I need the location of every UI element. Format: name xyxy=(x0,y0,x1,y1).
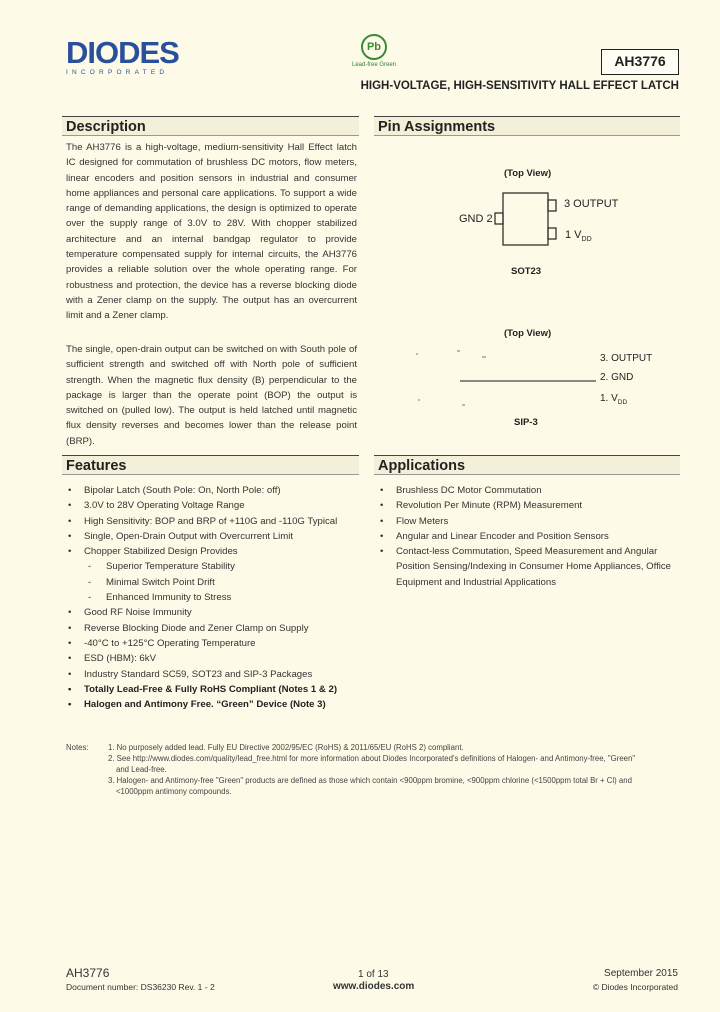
page-subtitle: HIGH-VOLTAGE, HIGH-SENSITIVITY HALL EFFECT LATCH xyxy=(360,80,679,92)
list-item: • Angular and Linear Encoder and Position Sensors xyxy=(376,529,680,544)
note-3-continued: <1000ppm antimony compounds. xyxy=(116,787,232,796)
footer-copyright: © Diodes Incorporated xyxy=(592,982,678,992)
notes-label: Notes: xyxy=(66,743,89,752)
list-item-continued: Equipment and Industrial Applications xyxy=(396,576,556,588)
top-view-label-1: (Top View) xyxy=(504,168,552,179)
footer-page-number: 1 of 13 xyxy=(358,969,389,980)
description-para-2: The single, open-drain output can be switched on with South pole of sufficient strength and switched off with North pole of sufficient strength. When the magnetic flux density (B) perpendicular to the package is larger than the operate point (BOP) the output is switched on (pulled low). The output is held latched until magnetic flux density reverses and becomes lower than the release point (BRP). xyxy=(66,344,357,447)
lead-free-label: Lead-free Green xyxy=(351,62,397,68)
list-item: • High Sensitivity: BOP and BRP of +110G and -110G Typical xyxy=(64,514,359,529)
footer-document-number: Document number: DS36230 Rev. 1 - 2 xyxy=(66,982,215,992)
list-item: • Totally Lead-Free & Fully RoHS Compliant (Notes 1 & 2) xyxy=(64,682,359,697)
applications-heading: Applications xyxy=(374,455,680,475)
pin-assignments-heading: Pin Assignments xyxy=(374,116,680,136)
list-item: • Bipolar Latch (South Pole: On, North Pole: off) xyxy=(64,483,359,498)
list-item: • Brushless DC Motor Commutation xyxy=(376,483,680,498)
sot23-pin-3-label: 3 OUTPUT xyxy=(564,198,619,210)
pb-leaf-icon: Pb xyxy=(361,34,387,60)
list-item: • Revolution Per Minute (RPM) Measurement xyxy=(376,498,680,513)
sot23-package-label: SOT23 xyxy=(511,266,542,277)
list-subitem: - Minimal Switch Point Drift xyxy=(64,575,359,590)
features-list xyxy=(64,483,359,712)
logo-wordmark: DIODES xyxy=(66,35,179,70)
sip3-package-label: SIP-3 xyxy=(514,417,538,428)
top-view-label-2: (Top View) xyxy=(504,328,552,339)
footer-part-number: AH3776 xyxy=(66,966,110,980)
logo-subtext: INCORPORATED xyxy=(66,69,169,76)
list-item: • Reverse Blocking Diode and Zener Clamp on Supply xyxy=(64,621,359,636)
list-item: • -40°C to +125°C Operating Temperature xyxy=(64,636,359,651)
list-item: • Contact-less Commutation, Speed Measurement and Angular xyxy=(376,544,680,559)
note-2-continued: and Lead-free. xyxy=(116,765,167,774)
sip3-package-drawing xyxy=(412,345,600,410)
notes-block xyxy=(108,742,683,797)
list-item: • 3.0V to 28V Operating Voltage Range xyxy=(64,498,359,513)
note-2: 2. See http://www.diodes.com/quality/lead_free.html for more information about Diodes Incorporated's definitions of Halogen- and Antimony-free, "Green" xyxy=(108,754,636,763)
sip3-pin-1-label: 1. $V_{DD}$ xyxy=(600,393,628,406)
diodes-logo xyxy=(66,35,196,78)
list-item: • ESD (HBM): 6kV xyxy=(64,651,359,666)
note-1: 1. No purposely added lead. Fully EU Directive 2002/95/EC (RoHS) & 2011/65/EU (RoHS 2) compliant. xyxy=(108,743,464,752)
list-item-continued: Position Sensing/Indexing in Consumer Home Appliances, Office xyxy=(396,561,671,573)
list-subitem: - Superior Temperature Stability xyxy=(64,559,359,574)
list-item: • Flow Meters xyxy=(376,514,680,529)
list-item: • Industry Standard SC59, SOT23 and SIP-3 Packages xyxy=(64,667,359,682)
part-number-box: AH3776 xyxy=(601,49,679,75)
lead-free-badge xyxy=(346,34,402,68)
sip3-pin-3-label: 3. OUTPUT xyxy=(600,353,653,364)
side-watermark xyxy=(18,150,42,450)
list-subitem: - Enhanced Immunity to Stress xyxy=(64,590,359,605)
sip3-pin-2-label: 2. GND xyxy=(600,372,634,383)
footer-date: September 2015 xyxy=(604,968,678,979)
sot23-pin-1-label: 1 $V_{DD}$ xyxy=(565,229,592,244)
list-item: • Good RF Noise Immunity xyxy=(64,605,359,620)
list-item: • Halogen and Antimony Free. “Green” Device (Note 3) xyxy=(64,697,359,712)
features-heading: Features xyxy=(62,455,359,475)
sot23-pin-2-label: GND 2 xyxy=(459,213,493,225)
description-heading: Description xyxy=(62,116,359,136)
footer-website-link[interactable]: www.diodes.com xyxy=(333,981,415,992)
note-3: 3. Halogen- and Antimony-free "Green" products are defined as those which contain <900ppm bromine, <900ppm chlorine (<1500ppm total Br + Cl) and xyxy=(108,776,632,785)
list-item: • Single, Open-Drain Output with Overcurrent Limit xyxy=(64,529,359,544)
list-item: • Chopper Stabilized Design Provides xyxy=(64,544,359,559)
sot23-package-drawing xyxy=(490,188,570,258)
applications-list xyxy=(376,483,680,590)
description-para-1: The AH3776 is a high-voltage, medium-sensitivity Hall Effect latch IC designed for commutation of brushless DC motors, flow meters, linear encoders and position sensors in industrial and consumer home appliances and personal care applications. To support a wide range of demanding applications, the design is optimized to operate over the supply range of 3.0V to 28V. With chopper stabilized architecture and an internal bandgap regulator to provide temperature compensated supply for internal circuits, the AH3776 provides a reliable solution over the whole operating range. For robustness and protection, the device has a reverse blocking diode with a Zener clamp on the supply. The output has an overcurrent limit and a Zener clamp. xyxy=(66,142,357,322)
